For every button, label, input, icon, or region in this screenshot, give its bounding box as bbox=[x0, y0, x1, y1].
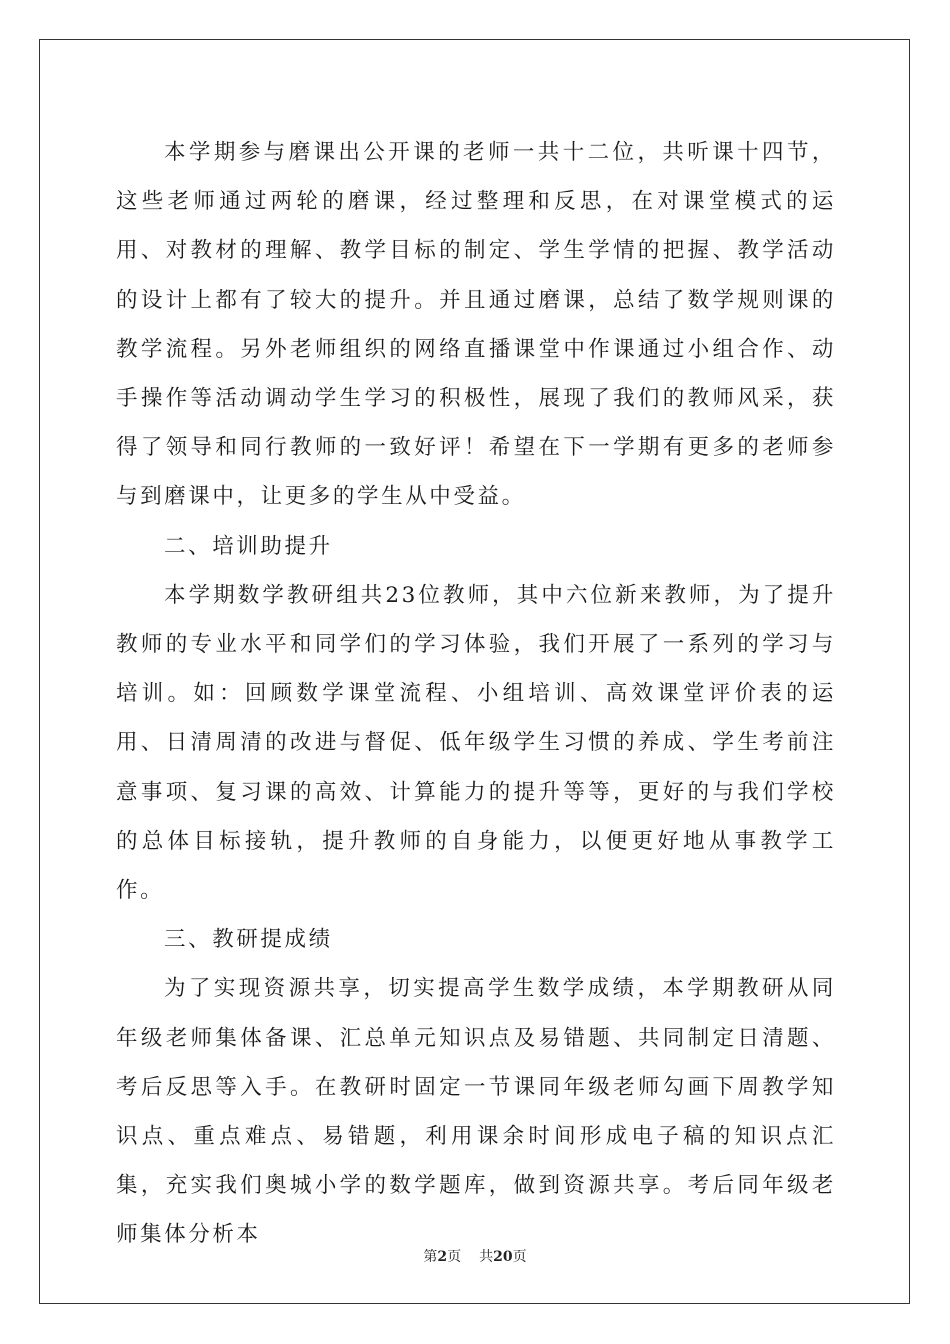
section-heading-research: 三、教研提成绩 bbox=[164, 927, 333, 953]
total-label-suffix: 页 bbox=[512, 1249, 527, 1265]
page-number: 2 bbox=[437, 1249, 448, 1265]
total-pages: 20 bbox=[493, 1249, 513, 1265]
paragraph-peer-lesson-review: 本学期参与磨课出公开课的老师一共十二位，共听课十四节，这些老师通过两轮的磨课，经过整理和反思，在对课堂模式的运用、对教材的理解、教学目标的制定、学生学情的把握、教学活动的设计上都有了较大的提升。并且通过磨课，总结了数学规则课的教学流程。另外老师组织的网络直播课堂中作课通过小组合作、动手操作等活动调动学生学习的积极性，展现了我们的教师风采，获得了领导和同行教师的一致好评！希望在下一学期有更多的老师参与到磨课中，让更多的学生从中受益。 bbox=[116, 140, 836, 510]
page-footer bbox=[0, 1246, 950, 1266]
paragraph-research: 为了实现资源共享，切实提高学生数学成绩，本学期教研从同年级老师集体备课、汇总单元知识点及易错题、共同制定日清题、考后反思等入手。在教研时固定一节课同年级老师勾画下周教学知识点、重点难点、易错题，利用课余时间形成电子稿的知识点汇集，充实我们奥城小学的数学题库，做到资源共享。考后同年级老师集体分析本 bbox=[116, 976, 836, 1248]
section-heading-training: 二、培训助提升 bbox=[164, 533, 333, 559]
page-label-prefix: 第 bbox=[423, 1249, 438, 1265]
paragraph-training: 本学期数学教研组共23位教师，其中六位新来教师，为了提升教师的专业水平和同学们的学习体验，我们开展了一系列的学习与培训。如：回顾数学课堂流程、小组培训、高效课堂评价表的运用、日清周清的改进与督促、低年级学生习惯的养成、学生考前注意事项、复习课的高效、计算能力的提升等等，更好的与我们学校的总体目标接轨，提升教师的自身能力，以便更好地从事教学工作。 bbox=[116, 582, 836, 904]
document-body bbox=[116, 128, 836, 1260]
total-label-prefix: 共 bbox=[479, 1249, 494, 1265]
page-label-suffix: 页 bbox=[447, 1249, 462, 1265]
